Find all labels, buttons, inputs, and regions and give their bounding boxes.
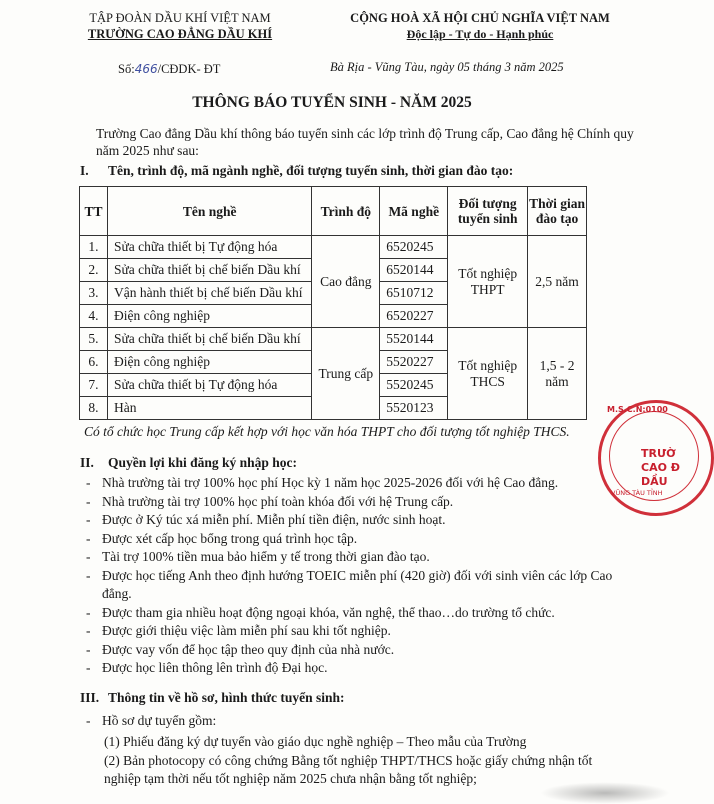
list-item: - Được vay vốn để học tập theo quy định của nhà nước. (86, 641, 626, 660)
program-table (79, 186, 587, 420)
section-3-heading (80, 690, 345, 706)
row-code: 6520144 (380, 259, 448, 282)
row-code: 5520144 (380, 328, 448, 351)
row-name: Vận hành thiết bị chế biến Dầu khí (107, 282, 311, 305)
place-date: Bà Rịa - Vũng Tàu, ngày 05 tháng 3 năm 2025 (330, 60, 564, 74)
section-2-number: II. (80, 455, 94, 470)
section-2-title: Quyền lợi khi đăng ký nhập học: (108, 455, 298, 470)
row-tt: 2. (80, 259, 108, 282)
docno-prefix: Số: (118, 62, 135, 76)
col-header-code: Mã nghề (380, 187, 448, 236)
scan-smudge (540, 782, 670, 804)
benefits-list (86, 474, 626, 678)
documents-list (86, 712, 626, 731)
row-tt: 5. (80, 328, 108, 351)
row-code: 5520245 (380, 374, 448, 397)
list-item: - Được tham gia nhiều hoạt động ngoại khóa, văn nghệ, thể thao…do trường tổ chức. (86, 604, 626, 623)
red-seal-stamp (598, 400, 714, 516)
row-name: Hàn (107, 397, 311, 420)
table-header-row (80, 187, 587, 236)
row-name: Sửa chữa thiết bị chế biến Dầu khí (107, 328, 311, 351)
docno-handwritten: 466 (134, 62, 158, 76)
list-item: - Được ở Ký túc xá miễn phí. Miễn phí tiền điện, nước sinh hoạt. (86, 511, 626, 530)
seal-line: CAO Đ (641, 461, 680, 474)
target-thcs: Tốt nghiệp THCS (448, 328, 528, 420)
seal-line: TRƯỜ (641, 447, 676, 460)
docno-suffix: /CĐDK- ĐT (157, 62, 221, 76)
document-number (118, 62, 220, 77)
col-header-name: Tên nghề (107, 187, 311, 236)
seal-center-text (641, 447, 681, 489)
national-motto-block (300, 10, 660, 42)
duration-intermediate: 1,5 - 2 năm (528, 328, 587, 420)
row-tt: 1. (80, 236, 108, 259)
table-row (80, 236, 587, 259)
row-name: Sửa chữa thiết bị Tự động hóa (107, 374, 311, 397)
section-2-heading (80, 455, 297, 471)
nation-motto: Độc lập - Tự do - Hạnh phúc (406, 27, 554, 41)
list-item: - Tài trợ 100% tiền mua bảo hiểm y tế trong thời gian đào tạo. (86, 548, 626, 567)
issuer-block (80, 10, 280, 42)
row-tt: 6. (80, 351, 108, 374)
list-item: - Nhà trường tài trợ 100% học phí Học kỳ 1 năm học 2025-2026 đối với hệ Cao đẳng. (86, 474, 626, 493)
level-intermediate: Trung cấp (312, 328, 380, 420)
nation-title: CỘNG HOÀ XÃ HỘI CHỦ NGHĨA VIỆT NAM (350, 11, 610, 25)
list-item: - Được giới thiệu việc làm miễn phí sau khi tốt nghiệp. (86, 622, 626, 641)
section-1-number: I. (80, 163, 89, 178)
row-code: 6510712 (380, 282, 448, 305)
row-name: Sửa chữa thiết bị Tự động hóa (107, 236, 311, 259)
row-code: 6520245 (380, 236, 448, 259)
section-3-number: III. (80, 690, 100, 705)
list-item: - Được học tiếng Anh theo định hướng TOEIC miễn phí (420 giờ) đối với sinh viên các lớp Cao đẳng. (86, 567, 626, 604)
col-header-tt: TT (80, 187, 108, 236)
row-name: Điện công nghiệp (107, 305, 311, 328)
duration-college: 2,5 năm (528, 236, 587, 328)
col-header-duration: Thời gian đào tạo (528, 187, 587, 236)
row-tt: 8. (80, 397, 108, 420)
row-name: Sửa chữa thiết bị chế biến Dầu khí (107, 259, 311, 282)
row-tt: 3. (80, 282, 108, 305)
row-tt: 7. (80, 374, 108, 397)
list-item: - Được học liên thông lên trình độ Đại học. (86, 659, 626, 678)
col-header-level: Trình độ (312, 187, 380, 236)
seal-line: DẦU (641, 475, 668, 488)
target-thpt: Tốt nghiệp THPT (448, 236, 528, 328)
row-code: 6520227 (380, 305, 448, 328)
org-parent: TẬP ĐOÀN DẦU KHÍ VIỆT NAM (89, 11, 271, 25)
table-note: Có tổ chức học Trung cấp kết hợp với học văn hóa THPT cho đối tượng tốt nghiệp THCS. (84, 424, 570, 439)
level-college: Cao đẳng (312, 236, 380, 328)
list-item: - Hồ sơ dự tuyển gồm: (86, 712, 626, 731)
intro-paragraph: Trường Cao đẳng Dầu khí thông báo tuyển sinh các lớp trình độ Trung cấp, Cao đẳng hệ Chính quy năm 2025 như sau: (96, 126, 634, 158)
table-row (80, 328, 587, 351)
list-item: - Được xét cấp học bổng trong quá trình học tập. (86, 530, 626, 549)
col-header-target: Đối tượng tuyển sinh (448, 187, 528, 236)
list-item: - Nhà trường tài trợ 100% học phí toàn khóa đối với hệ Trung cấp. (86, 493, 626, 512)
section-1-title: Tên, trình độ, mã ngành nghề, đối tượng tuyển sinh, thời gian đào tạo: (108, 163, 514, 178)
org-name: TRƯỜNG CAO ĐẲNG DẦU KHÍ (87, 27, 273, 41)
section-1-heading (80, 163, 513, 179)
doc-requirement-2: (2) Bản photocopy có công chứng Bằng tốt nghiệp THPT/THCS hoặc giấy chứng nhận tốt nghiệp tạm thời nếu tốt nghiệp năm 2025 chưa nhận bằng tốt nghiệp; (104, 753, 593, 786)
seal-top-text: M.S.C.N:0100 (607, 405, 668, 414)
row-code: 5520227 (380, 351, 448, 374)
document-title: THÔNG BÁO TUYỂN SINH - NĂM 2025 (192, 94, 472, 111)
section-3-title: Thông tin về hồ sơ, hình thức tuyển sinh: (108, 690, 345, 705)
doc-requirement-1: (1) Phiếu đăng ký dự tuyển vào giáo dục nghề nghiệp – Theo mẫu của Trường (104, 734, 527, 749)
seal-bottom-text: VŨNG TÀU TỈNH (611, 489, 663, 497)
row-name: Điện công nghiệp (107, 351, 311, 374)
row-tt: 4. (80, 305, 108, 328)
row-code: 5520123 (380, 397, 448, 420)
